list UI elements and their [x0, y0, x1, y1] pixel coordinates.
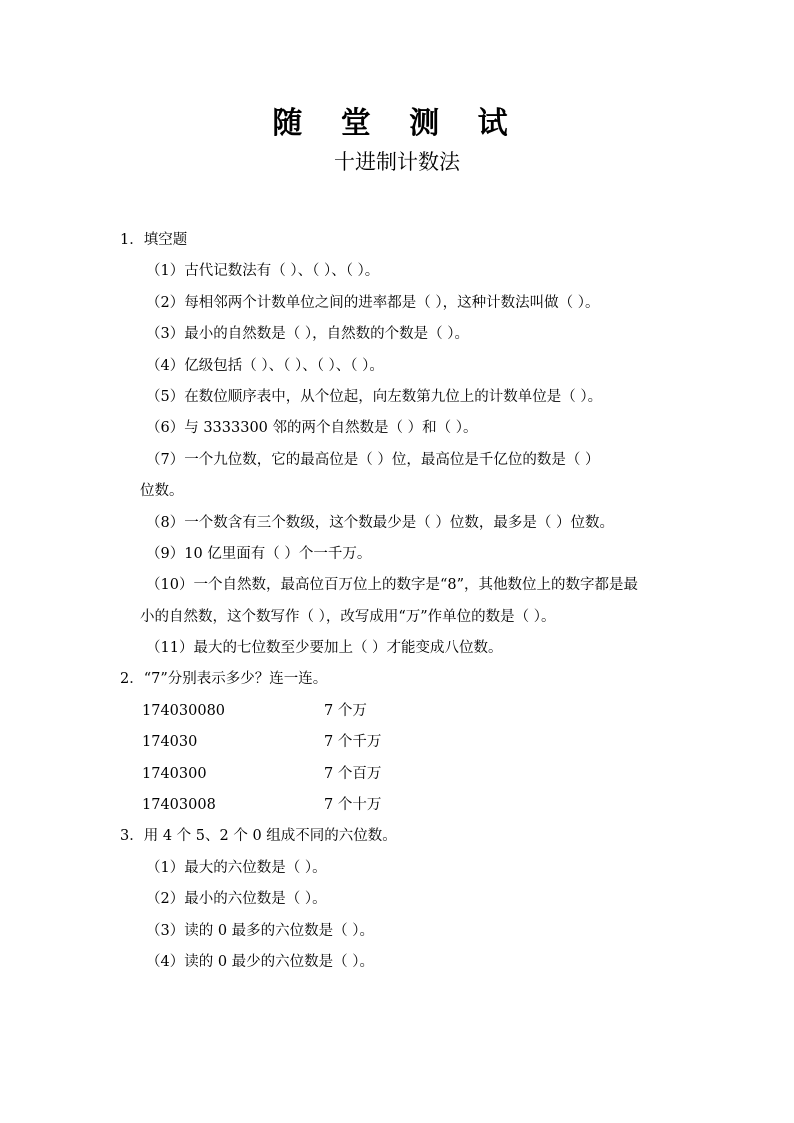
question-1-9: （9）10 亿里面有（ ）个一千万。 [146, 545, 372, 562]
match-number: 17403008 [142, 797, 216, 814]
match-meaning: 7 个百万 [324, 765, 382, 782]
page-title: 随 堂 测 试 [272, 106, 522, 141]
question-1-10: （10）一个自然数，最高位百万位上的数字是“8”，其他数位上的数字都是最 [146, 577, 638, 594]
question-3-2: （2）最小的六位数是（ ）。 [146, 891, 327, 908]
question-1-7: （7）一个九位数，它的最高位是（ ）位，最高位是千亿位的数是（ ） [146, 451, 600, 468]
question-1-11: （11）最大的七位数至少要加上（ ）才能变成八位数。 [146, 640, 503, 657]
question-1-3: （3）最小的自然数是（ ），自然数的个数是（ ）。 [146, 326, 469, 343]
question-1-7-continued: 位数。 [140, 483, 184, 500]
match-number: 1740300 [142, 765, 207, 782]
match-pair [120, 727, 720, 758]
match-meaning: 7 个千万 [324, 734, 382, 751]
question-3-4: （4）读的 0 最少的六位数是（ ）。 [146, 953, 375, 970]
match-pair [120, 759, 720, 790]
match-number: 174030080 [142, 702, 226, 719]
match-pair [120, 696, 720, 727]
section-2-heading: 2．“7”分别表示多少？连一连。 [120, 671, 328, 688]
page-subtitle: 十进制计数法 [334, 150, 460, 174]
question-1-6: （6）与 3333300 邻的两个自然数是（ ）和（ ）。 [146, 420, 478, 437]
worksheet-content [120, 225, 720, 978]
question-1-2: （2）每相邻两个计数单位之间的进率都是（ ），这种计数法叫做（ ）。 [146, 294, 600, 311]
question-3-3: （3）读的 0 最多的六位数是（ ）。 [146, 922, 375, 939]
question-1-5: （5）在数位顺序表中，从个位起，向左数第九位上的计数单位是（ ）。 [146, 388, 603, 405]
match-meaning: 7 个十万 [324, 797, 382, 814]
question-1-4: （4）亿级包括（ ）、（ ）、（ ）、（ ）。 [146, 357, 384, 374]
question-1-10-continued: 小的自然数，这个数写作（ ），改写成用“万”作单位的数是（ ）。 [140, 608, 556, 625]
match-number: 174030 [142, 734, 198, 751]
question-1-8: （8）一个数含有三个数级，这个数最少是（ ）位数，最多是（ ）位数。 [146, 514, 614, 531]
section-3-heading: 3．用 4 个 5、2 个 0 组成不同的六位数。 [120, 828, 397, 845]
question-3-1: （1）最大的六位数是（ ）。 [146, 859, 327, 876]
question-1-1: （1）古代记数法有（ ）、（ ）、（ ）。 [146, 263, 380, 280]
section-1-heading: 1．填空题 [120, 232, 188, 248]
match-pair [120, 790, 720, 821]
match-meaning: 7 个万 [324, 702, 367, 719]
